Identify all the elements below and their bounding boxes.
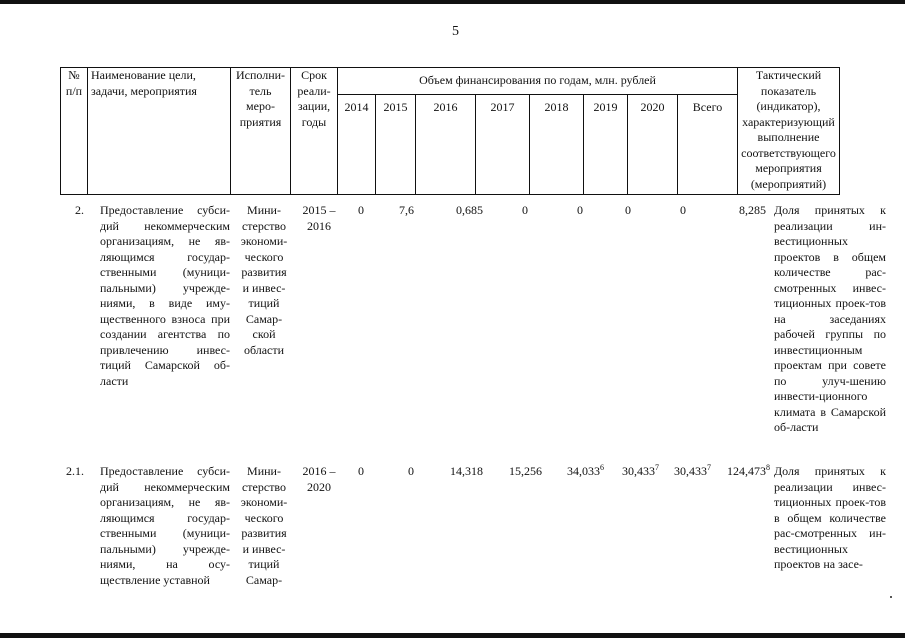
footnote-mark: 7 [707,463,711,472]
value-2020: 30,433$^7$ [674,463,711,478]
table-header [60,67,840,195]
header-year: 2020 [628,95,678,195]
row-indicator: Доля принятых к реализации инвес-тиционных проек-тов в общем количестве рас-смотренных ин-вестиционных проектов на засе- [774,464,886,571]
header-year: 2014 [338,95,376,195]
row-term: 2016 – 2020 [302,464,336,494]
header-executor: Исполни-тель меро-приятия [231,68,291,195]
page-number: 5 [452,24,459,39]
value-2018: 34,033$^6$ [567,463,604,478]
header-year: 2019 [584,95,628,195]
value-2018: 0 [577,203,583,217]
row-executor: Мини-стерство экономи-ческого развития и инвес-тиций Самар-ской области [240,203,288,357]
value-2014: 0 [358,464,364,478]
bottom-border [0,633,905,638]
row-executor: Мини-стерство экономи-ческого развития и инвес-тиций Самар- [240,464,288,587]
header-year: 2017 [476,95,530,195]
value-2017: 15,256 [509,464,542,478]
header-name: Наименование цели, задачи, мероприятия [88,68,231,195]
value-2015: 7,6 [399,203,414,217]
value-total: 124,473$^8$ [727,463,770,478]
value-2016: 0,685 [456,203,483,217]
header-num: № п/п [61,68,88,195]
row-name: Предоставление субси-дий некоммерческим организациям, не яв-ляющимся государ-ственными (муници-пальными) учрежде-ниями, в виде иму-щественного взноса при создании агентства по привлечению инвес-тиций Самарской об-ласти [100,203,230,388]
header-year: 2016 [416,95,476,195]
header-indicator: Тактический показатель (индикатор), характеризующий выполнение соответствующего мероприятия (мероприятий) [738,68,840,195]
value-2019: 30,433$^7$ [622,463,659,478]
row-term: 2015 – 2016 [302,203,336,233]
value-2014: 0 [358,203,364,217]
header-term: Срок реали-зации, годы [291,68,338,195]
header-year: 2018 [530,95,584,195]
row-name: Предоставление субси-дий некоммерческим организациям, не яв-ляющимся государ-ственными (муници-пальными) учрежде-ниями, на осу-ществление уставной [100,464,230,587]
footnote-mark: 8 [766,463,770,472]
row-indicator: Доля принятых к реализации ин-вестиционных проектов в общем количестве рас-смотренных инвес-тиционных проек-тов на заседаниях рабочей группы по инвестиционным проектам при совете по улуч-шению инвести-ционного климата в Самарской об-ласти [774,203,886,434]
footnote-mark: 6 [600,463,604,472]
top-border [0,0,905,4]
value-total: 8,285 [739,203,766,217]
header-funding: Объем финансирования по годам, млн. рублей [338,68,738,95]
row-number: 2.1. [66,464,84,478]
value-2020: 0 [680,203,686,217]
header-year: 2015 [376,95,416,195]
row-number: 2. [75,203,84,217]
value-2019: 0 [625,203,631,217]
value-2016: 14,318 [450,464,483,478]
header-total: Всего [678,95,738,195]
footnote-mark: 7 [655,463,659,472]
value-2017: 0 [522,203,528,217]
scan-speck [890,596,892,598]
value-2015: 0 [408,464,414,478]
